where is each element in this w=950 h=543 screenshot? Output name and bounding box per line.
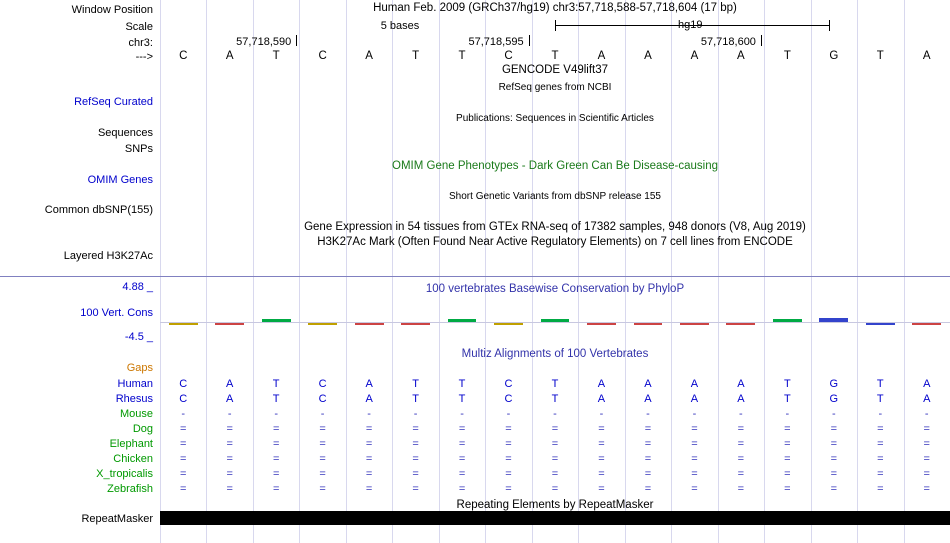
ruler-position-label: 57,718,600 xyxy=(700,36,756,48)
alignment-row xyxy=(160,438,950,451)
alignment-base: T xyxy=(551,378,559,390)
alignment-base: = xyxy=(226,483,233,495)
alignment-base: = xyxy=(458,483,466,495)
alignment-base: A xyxy=(923,378,931,390)
track-title-publications[interactable]: Publications: Sequences in Scientific Articles xyxy=(456,113,654,124)
track-title-dbsnp[interactable]: Short Genetic Variants from dbSNP release 155 xyxy=(449,191,661,202)
label-scale: Scale xyxy=(125,21,153,33)
reference-sequence-row xyxy=(160,50,950,63)
alignment-base: = xyxy=(644,423,652,435)
alignment-base: - xyxy=(460,408,464,420)
alignment-base: = xyxy=(226,453,233,465)
track-title-phylop[interactable]: 100 vertebrates Basewise Conservation by PhyloP xyxy=(425,283,685,295)
alignment-base: - xyxy=(553,408,557,420)
alignment-base: = xyxy=(365,453,373,465)
alignment-base: = xyxy=(551,438,559,450)
alignment-base: A xyxy=(690,393,699,405)
alignment-base: = xyxy=(784,423,791,435)
alignment-base: - xyxy=(692,408,697,420)
alignment-base: = xyxy=(784,438,791,450)
label-common-dbsnp[interactable]: Common dbSNP(155) xyxy=(44,204,153,216)
alignment-base: = xyxy=(877,438,884,450)
alignment-row xyxy=(160,393,950,406)
reference-base: T xyxy=(876,50,884,62)
species-label[interactable]: Zebrafish xyxy=(107,483,153,495)
track-title-omim[interactable]: OMIM Gene Phenotypes - Dark Green Can Be Disease-causing xyxy=(392,160,718,172)
alignment-row xyxy=(160,423,950,436)
alignment-base: = xyxy=(272,483,280,495)
alignment-base: = xyxy=(180,423,187,435)
reference-base: T xyxy=(412,50,420,62)
alignment-base: = xyxy=(598,438,605,450)
alignment-base: = xyxy=(830,438,838,450)
alignment-base: = xyxy=(505,438,512,450)
alignment-base: = xyxy=(691,453,698,465)
alignment-base: A xyxy=(737,378,745,390)
alignment-base: A xyxy=(923,393,931,405)
alignment-base: A xyxy=(226,393,234,405)
alignment-base: - xyxy=(506,408,511,420)
db-label: hg19 xyxy=(678,19,703,31)
alignment-base: = xyxy=(877,423,884,435)
alignment-base: = xyxy=(644,483,652,495)
alignment-row xyxy=(160,408,950,421)
alignment-base: T xyxy=(272,393,280,405)
species-label[interactable]: Chicken xyxy=(113,453,153,465)
alignment-base: = xyxy=(551,483,559,495)
alignment-base: = xyxy=(505,423,512,435)
alignment-base: C xyxy=(318,378,327,390)
species-label[interactable]: X_tropicalis xyxy=(96,468,153,480)
alignment-base: - xyxy=(646,408,650,420)
ruler-tick xyxy=(529,35,530,46)
alignment-base: A xyxy=(690,378,699,390)
conservation-baseline xyxy=(160,322,950,323)
alignment-base: = xyxy=(272,453,280,465)
reference-base: C xyxy=(318,50,327,62)
alignment-base: = xyxy=(319,423,326,435)
reference-base: A xyxy=(922,50,931,62)
alignment-base: - xyxy=(599,408,604,420)
alignment-base: T xyxy=(783,378,791,390)
reference-base: A xyxy=(365,50,373,62)
alignment-base: = xyxy=(551,453,559,465)
alignment-base: = xyxy=(737,483,745,495)
alignment-base: = xyxy=(180,438,187,450)
alignment-base: = xyxy=(412,468,419,480)
species-label[interactable]: Human xyxy=(117,378,153,390)
alignment-base: = xyxy=(598,483,605,495)
alignment-base: = xyxy=(877,468,884,480)
alignment-base: = xyxy=(551,423,559,435)
alignment-base: = xyxy=(272,438,280,450)
track-separator xyxy=(0,276,950,277)
label-vert-cons[interactable]: 100 Vert. Cons xyxy=(80,307,153,319)
alignment-base: = xyxy=(737,438,745,450)
alignment-base: = xyxy=(877,453,884,465)
ruler-tick xyxy=(296,35,297,46)
alignment-base: T xyxy=(412,378,419,390)
alignment-base: - xyxy=(739,408,743,420)
alignment-base: = xyxy=(180,453,187,465)
alignment-base: - xyxy=(367,408,371,420)
track-title-gencode[interactable]: GENCODE V49lift37 xyxy=(501,64,609,76)
reference-base: A xyxy=(737,50,745,62)
alignment-base: = xyxy=(505,483,512,495)
alignment-base: C xyxy=(179,378,188,390)
reference-base: A xyxy=(690,50,699,62)
alignment-base: = xyxy=(598,453,605,465)
label-cons-min: -4.5 _ xyxy=(124,331,153,343)
alignment-base: = xyxy=(644,468,652,480)
alignment-base: = xyxy=(458,423,466,435)
alignment-base: T xyxy=(458,393,466,405)
alignment-base: = xyxy=(319,453,326,465)
label-layered-h3k27ac[interactable]: Layered H3K27Ac xyxy=(63,250,153,262)
label-refseq-curated[interactable]: RefSeq Curated xyxy=(74,96,153,108)
repeatmasker-bar xyxy=(160,511,950,525)
alignment-base: = xyxy=(551,468,559,480)
alignment-base: = xyxy=(830,468,838,480)
alignment-base: = xyxy=(691,483,698,495)
alignment-base: A xyxy=(597,393,606,405)
alignment-base: C xyxy=(504,393,513,405)
alignment-base: = xyxy=(923,438,930,450)
alignment-base: - xyxy=(181,408,186,420)
alignment-base: - xyxy=(227,408,232,420)
alignment-base: C xyxy=(504,378,513,390)
alignment-base: A xyxy=(365,378,373,390)
alignment-base: = xyxy=(923,423,930,435)
ruler-tick xyxy=(761,35,762,46)
alignment-base: = xyxy=(644,453,652,465)
alignment-base: C xyxy=(179,393,188,405)
alignment-base: T xyxy=(458,378,466,390)
alignment-base: = xyxy=(365,483,373,495)
label-gaps[interactable]: Gaps xyxy=(126,362,153,374)
alignment-row xyxy=(160,453,950,466)
alignment-base: = xyxy=(412,483,419,495)
label-repeatmasker[interactable]: RepeatMasker xyxy=(81,513,153,525)
alignment-base: = xyxy=(830,423,838,435)
alignment-base: = xyxy=(737,423,745,435)
alignment-base: = xyxy=(691,438,698,450)
alignment-base: - xyxy=(878,408,883,420)
alignment-base: = xyxy=(830,453,838,465)
alignment-base: - xyxy=(274,408,278,420)
alignment-base: = xyxy=(180,483,187,495)
alignment-base: = xyxy=(505,453,512,465)
reference-base: T xyxy=(458,50,466,62)
alignment-base: A xyxy=(226,378,234,390)
label-snps[interactable]: SNPs xyxy=(124,143,153,155)
alignment-row xyxy=(160,483,950,496)
alignment-base: = xyxy=(319,468,326,480)
reference-base: G xyxy=(829,50,839,62)
reference-base: C xyxy=(504,50,513,62)
reference-base: T xyxy=(551,50,559,62)
alignment-base: T xyxy=(551,393,559,405)
alignment-base: = xyxy=(226,468,233,480)
alignment-base: = xyxy=(458,468,466,480)
alignment-base: = xyxy=(784,453,791,465)
alignment-base: T xyxy=(412,393,419,405)
ruler-position-label: 57,718,590 xyxy=(236,36,292,48)
plot-area[interactable] xyxy=(160,0,950,543)
label-strand-arrow: ---> xyxy=(135,51,153,63)
alignment-base: - xyxy=(924,408,929,420)
alignment-row xyxy=(160,468,950,481)
alignment-base: = xyxy=(458,438,466,450)
species-label[interactable]: Rhesus xyxy=(115,393,153,405)
assembly-position-title: Human Feb. 2009 (GRCh37/hg19) chr3:57,718,588-57,718,604 (17 bp) xyxy=(373,2,737,14)
alignment-base: = xyxy=(272,423,280,435)
alignment-base: T xyxy=(783,393,791,405)
alignment-base: - xyxy=(785,408,790,420)
alignment-base: T xyxy=(876,393,884,405)
reference-base: A xyxy=(225,50,234,62)
alignment-base: T xyxy=(272,378,280,390)
alignment-base: = xyxy=(226,423,233,435)
track-title-h3k27ac[interactable]: H3K27Ac Mark (Often Found Near Active Regulatory Elements) on 7 cell lines from ENCODE xyxy=(317,236,793,248)
alignment-base: = xyxy=(598,468,605,480)
track-title-multiz[interactable]: Multiz Alignments of 100 Vertebrates xyxy=(461,348,649,360)
alignment-base: A xyxy=(737,393,745,405)
alignment-base: A xyxy=(644,393,652,405)
alignment-base: G xyxy=(829,378,839,390)
alignment-base: = xyxy=(412,438,419,450)
alignment-base: = xyxy=(272,468,280,480)
alignment-base: A xyxy=(365,393,373,405)
alignment-base: G xyxy=(829,393,839,405)
ruler-position-label: 57,718,595 xyxy=(468,36,524,48)
label-chrom: chr3: xyxy=(128,37,153,49)
alignment-base: A xyxy=(644,378,652,390)
alignment-base: = xyxy=(830,483,838,495)
track-title-refseq-ncbi[interactable]: RefSeq genes from NCBI xyxy=(498,82,612,93)
alignment-base: = xyxy=(784,483,791,495)
reference-base: T xyxy=(783,50,791,62)
alignment-base: = xyxy=(644,438,652,450)
label-cons-max: 4.88 _ xyxy=(122,281,153,293)
alignment-base: = xyxy=(877,483,884,495)
alignment-base: = xyxy=(923,468,930,480)
track-title-repeatmasker[interactable]: Repeating Elements by RepeatMasker xyxy=(456,499,654,511)
alignment-base: = xyxy=(598,423,605,435)
reference-base: C xyxy=(179,50,188,62)
alignment-base: - xyxy=(413,408,418,420)
alignment-row xyxy=(160,378,950,391)
alignment-base: = xyxy=(365,438,373,450)
alignment-base: = xyxy=(180,468,187,480)
alignment-base: = xyxy=(505,468,512,480)
label-sequences[interactable]: Sequences xyxy=(97,127,153,139)
alignment-base: = xyxy=(737,453,745,465)
scale-bar-text: 5 bases xyxy=(380,20,420,32)
alignment-base: A xyxy=(597,378,606,390)
label-window-position: Window Position xyxy=(71,4,153,16)
alignment-base: = xyxy=(412,423,419,435)
alignment-base: = xyxy=(737,468,745,480)
alignment-base: = xyxy=(319,483,326,495)
alignment-base: = xyxy=(365,423,373,435)
track-title-gtex[interactable]: Gene Expression in 54 tissues from GTEx RNA-seq of 17382 samples, 948 donors (V8, Aug 2019) xyxy=(304,221,806,233)
species-label[interactable]: Mouse xyxy=(119,408,153,420)
reference-base: T xyxy=(272,50,280,62)
species-label[interactable]: Dog xyxy=(132,423,153,435)
alignment-base: - xyxy=(320,408,325,420)
alignment-base: = xyxy=(784,468,791,480)
reference-base: A xyxy=(644,50,652,62)
species-label[interactable]: Elephant xyxy=(109,438,153,450)
alignment-base: = xyxy=(923,483,930,495)
label-omim-genes[interactable]: OMIM Genes xyxy=(87,174,153,186)
alignment-base: - xyxy=(831,408,836,420)
alignment-base: T xyxy=(876,378,884,390)
alignment-base: = xyxy=(458,453,466,465)
alignment-base: = xyxy=(319,438,326,450)
alignment-base: = xyxy=(365,468,373,480)
alignment-base: C xyxy=(318,393,327,405)
alignment-base: = xyxy=(691,468,698,480)
alignment-base: = xyxy=(691,423,698,435)
alignment-base: = xyxy=(923,453,930,465)
reference-base: A xyxy=(597,50,606,62)
alignment-base: = xyxy=(412,453,419,465)
alignment-base: = xyxy=(226,438,233,450)
